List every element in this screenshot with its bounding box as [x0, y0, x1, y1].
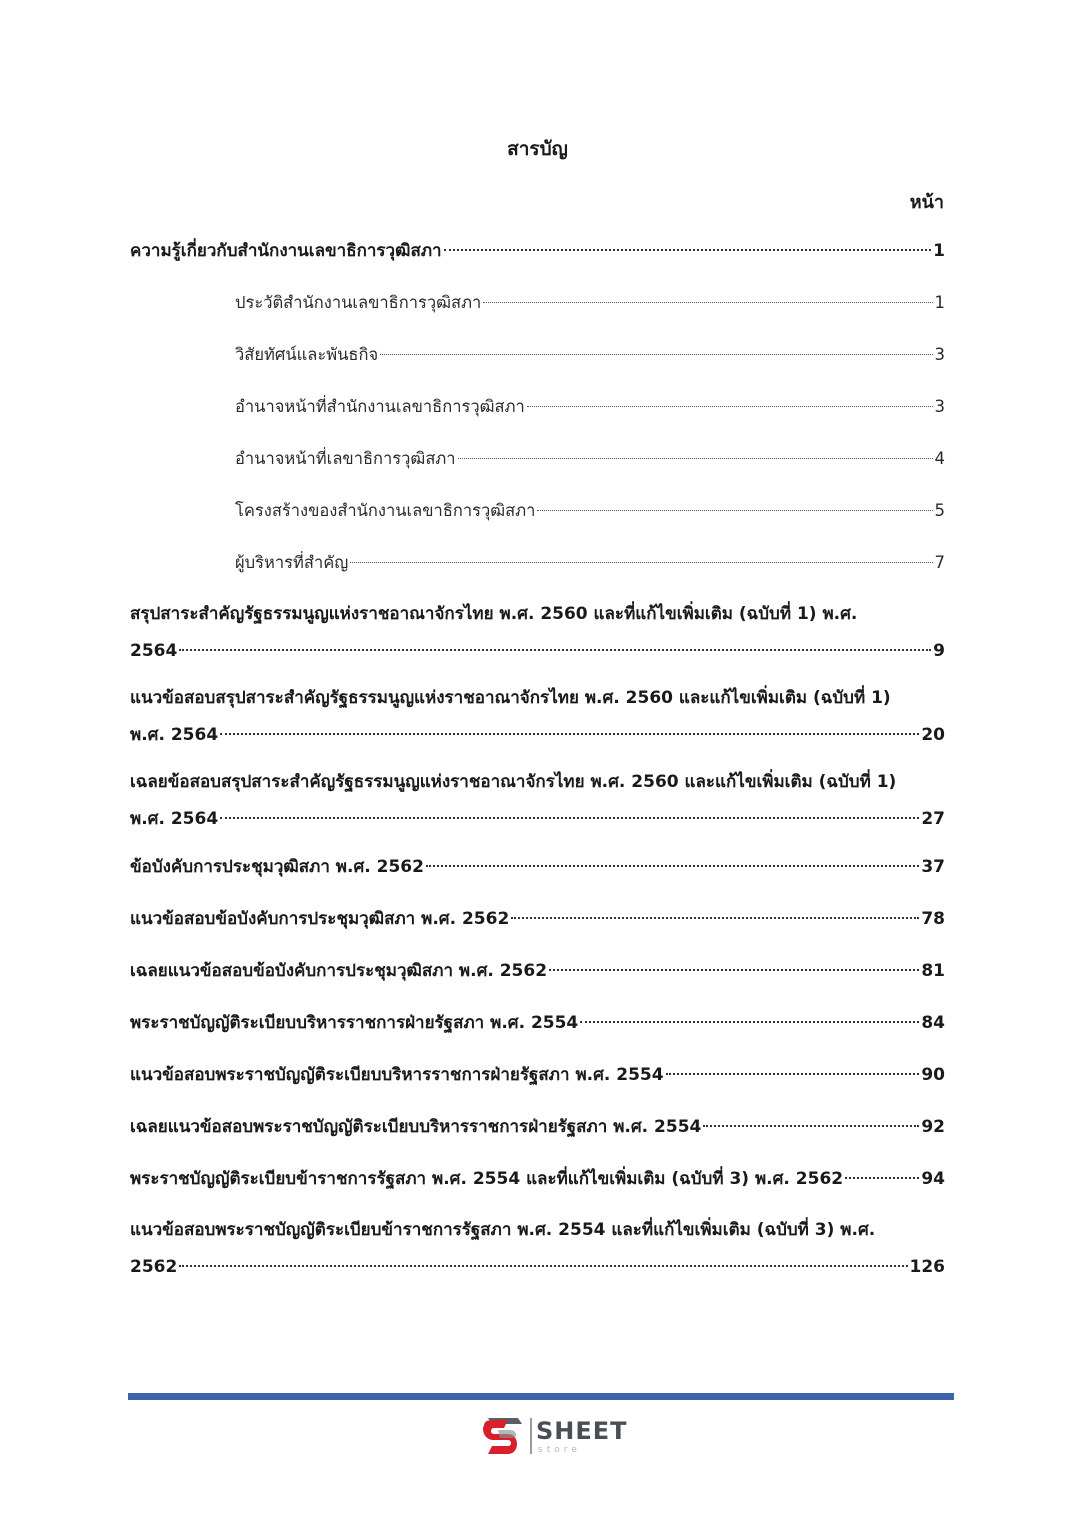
toc-page-number: 81 [921, 961, 945, 981]
toc-entry [130, 596, 945, 670]
toc-page-number: 92 [921, 1117, 945, 1137]
toc-entry-first-line: แนวข้อสอบพระราชบัญญัติระเบียบข้าราชการรัฐสภา พ.ศ. 2554 และที่แก้ไขเพิ่มเติม (ฉบับที่ 3) พ.ศ. [130, 1220, 876, 1240]
logo-wordmark: SHEET [536, 1417, 628, 1445]
toc-leader-dots [458, 458, 933, 459]
toc-leader-dots [580, 1021, 919, 1023]
page-column-label: หน้า [909, 192, 944, 213]
toc-leader-dots [426, 865, 919, 867]
page-title: สารบัญ [507, 138, 568, 160]
toc-page-number: 9 [933, 641, 945, 661]
toc-entry-title: อำนาจหน้าที่เลขาธิการวุฒิสภา [235, 449, 456, 468]
toc-entry [130, 238, 945, 264]
toc-entry-title: เฉลยแนวข้อสอบพระราชบัญญัติระเบียบบริหารราชการฝ่ายรัฐสภา พ.ศ. 2554 [130, 1117, 702, 1137]
toc-entry [130, 498, 945, 524]
toc-page-number: 3 [934, 345, 945, 364]
toc-leader-dots [845, 1177, 919, 1179]
toc-leader-dots [380, 354, 932, 355]
toc-entry [130, 1114, 945, 1140]
logo-separator [530, 1418, 532, 1454]
toc-entry-first-line: เฉลยข้อสอบสรุปสาระสำคัญรัฐธรรมนูญแห่งราชอาณาจักรไทย พ.ศ. 2560 และแก้ไขเพิ่มเติม (ฉบับที่ 1) [130, 772, 897, 792]
toc-page-number: 20 [921, 725, 945, 745]
footer-rule [128, 1393, 954, 1400]
toc-leader-dots [511, 917, 919, 919]
toc-entry [130, 1166, 945, 1192]
toc-leader-dots [537, 510, 932, 511]
toc-entry-first-line: แนวข้อสอบสรุปสาระสำคัญรัฐธรรมนูญแห่งราชอาณาจักรไทย พ.ศ. 2560 และแก้ไขเพิ่มเติม (ฉบับที่ 1) [130, 688, 891, 708]
toc-entry [130, 446, 945, 472]
toc-entry-title: ความรู้เกี่ยวกับสำนักงานเลขาธิการวุฒิสภา [130, 241, 442, 261]
toc-entry [130, 290, 945, 316]
toc-leader-dots [179, 649, 931, 651]
toc-leader-dots [179, 1265, 907, 1267]
toc-page-number: 4 [934, 449, 945, 468]
toc-entry-title: ข้อบังคับการประชุมวุฒิสภา พ.ศ. 2562 [130, 857, 424, 877]
toc-entry-title: ประวัติสำนักงานเลขาธิการวุฒิสภา [235, 293, 482, 312]
table-of-contents [130, 238, 945, 1302]
toc-entry-title: 2562 [130, 1257, 178, 1277]
toc-entry [130, 394, 945, 420]
toc-leader-dots [220, 733, 919, 735]
toc-page-number: 3 [934, 397, 945, 416]
toc-page-number: 5 [934, 501, 945, 520]
toc-page-number: 27 [921, 809, 945, 829]
toc-entry [130, 906, 945, 932]
toc-entry [130, 680, 945, 754]
toc-entry-title: พระราชบัญญัติระเบียบบริหารราชการฝ่ายรัฐสภา พ.ศ. 2554 [130, 1013, 579, 1033]
toc-entry-title: อำนาจหน้าที่สำนักงานเลขาธิการวุฒิสภา [235, 397, 525, 416]
toc-entry-title: ผู้บริหารที่สำคัญ [235, 553, 349, 572]
toc-page-number: 1 [933, 241, 945, 261]
toc-page-number: 78 [921, 909, 945, 929]
toc-leader-dots [350, 562, 932, 563]
toc-entry-title: 2564 [130, 641, 178, 661]
toc-leader-dots [483, 302, 932, 303]
toc-page-number: 84 [921, 1013, 945, 1033]
logo-subtext: store [538, 1445, 581, 1455]
toc-entry-title: โครงสร้างของสำนักงานเลขาธิการวุฒิสภา [235, 501, 536, 520]
toc-page-number: 126 [909, 1257, 945, 1277]
toc-page-number: 94 [921, 1169, 945, 1189]
toc-entry [130, 958, 945, 984]
toc-entry-title: แนวข้อสอบพระราชบัญญัติระเบียบบริหารราชการฝ่ายรัฐสภา พ.ศ. 2554 [130, 1065, 664, 1085]
toc-entry [130, 1062, 945, 1088]
toc-entry-title: แนวข้อสอบข้อบังคับการประชุมวุฒิสภา พ.ศ. 2562 [130, 909, 510, 929]
toc-entry-title: พระราชบัญญัติระเบียบข้าราชการรัฐสภา พ.ศ. 2554 และที่แก้ไขเพิ่มเติม (ฉบับที่ 3) พ.ศ. 2562 [130, 1169, 844, 1189]
toc-entry [130, 764, 945, 838]
toc-entry-first-line: สรุปสาระสำคัญรัฐธรรมนูญแห่งราชอาณาจักรไทย พ.ศ. 2560 และที่แก้ไขเพิ่มเติม (ฉบับที่ 1) พ.ศ. [130, 604, 858, 624]
toc-page-number: 1 [934, 293, 945, 312]
toc-entry-title: วิสัยทัศน์และพันธกิจ [235, 345, 379, 364]
toc-entry [130, 550, 945, 576]
toc-entry-title: เฉลยแนวข้อสอบข้อบังคับการประชุมวุฒิสภา พ.ศ. 2562 [130, 961, 548, 981]
toc-page-number: 7 [934, 553, 945, 572]
toc-entry [130, 1212, 945, 1286]
toc-leader-dots [527, 406, 933, 407]
toc-entry-title: พ.ศ. 2564 [130, 725, 219, 745]
toc-leader-dots [549, 969, 919, 971]
toc-page-number: 37 [921, 857, 945, 877]
toc-leader-dots [220, 817, 919, 819]
toc-entry [130, 854, 945, 880]
sheet-store-logo-icon [478, 1412, 526, 1460]
sheet-store-logo [478, 1412, 628, 1460]
toc-leader-dots [666, 1073, 920, 1075]
toc-entry [130, 342, 945, 368]
toc-page-number: 90 [921, 1065, 945, 1085]
toc-leader-dots [703, 1125, 919, 1127]
toc-entry [130, 1010, 945, 1036]
toc-leader-dots [444, 249, 932, 251]
toc-entry-title: พ.ศ. 2564 [130, 809, 219, 829]
